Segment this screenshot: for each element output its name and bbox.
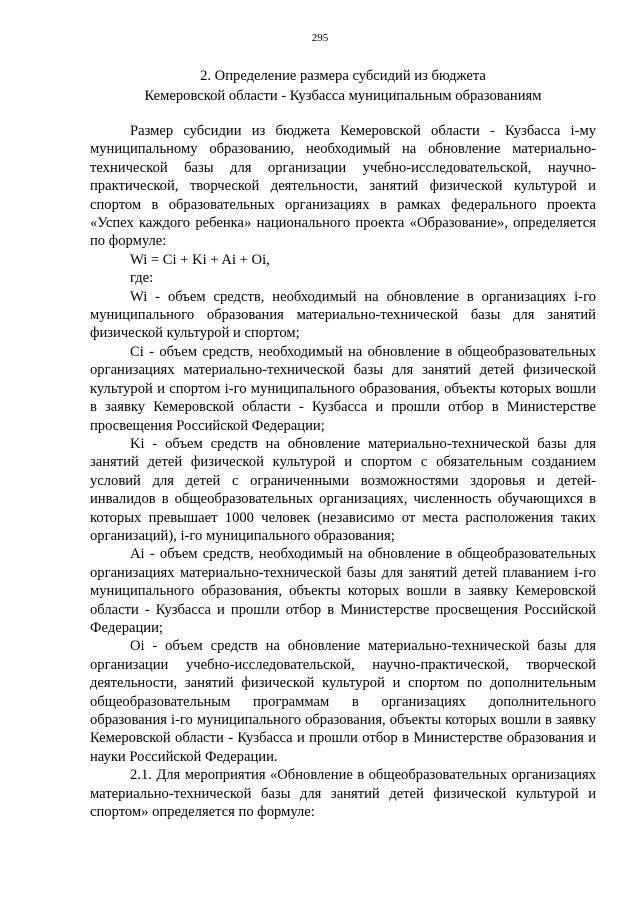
- heading-line-1: 2. Определение размера субсидий из бюджета: [200, 68, 486, 84]
- formula: Wi = Ci + Ki + Ai + Oi,: [130, 251, 270, 268]
- definition-ki: Ki - объем средств на обновление материально-технической базы для занятий детей физической культурой и спортом с обязательным созданием условий для детей с ограниченными возможностями здоровья и детей-инвалидов в общеобразовательных организациях, численность обучающихся в которых превышает 1000 человек (независимо от места расположения таких организаций), i-го муниципального образования;: [90, 435, 596, 544]
- page-number: 295: [311, 32, 329, 44]
- section-2-1-paragraph: 2.1. Для мероприятия «Обновление в общеобразовательных организациях материально-технической базы для занятий детей физической культурой и спортом» определяется по формуле:: [90, 767, 596, 821]
- document-body: [90, 122, 596, 821]
- definition-wi: Wi - объем средств, необходимый на обновление в организациях i-го муниципального образования материально-технической базы для занятий физической культурой и спортом;: [90, 288, 596, 342]
- section-heading: [90, 66, 596, 106]
- definition-oi: Oi - объем средств на обновление материально-технической базы для организации учебно-исследовательской, научно-практической, творческой деятельности, занятий физической культурой и спортом по дополнительным общеобразовательным программам в организациях дополнительного образования i-го муниципального образования, объекты которых вошли в заявку Кемеровской области - Кузбасса и прошли отбор в Министерстве образования и науки Российской Федерации.: [90, 638, 596, 765]
- definition-ai: Ai - объем средств, необходимый на обновление в общеобразовательных организациях материально-технической базы для занятий детей плаванием i-го муниципального образования, объекты которых вошли в заявку Кемеровской области - Кузбасса и прошли отбор в Министерстве просвещения Российской Федерации;: [90, 546, 596, 636]
- where-label: где:: [130, 270, 154, 287]
- heading-line-2: Кемеровской области - Кузбасса муниципальным образованиям: [144, 88, 542, 104]
- definition-ci: Ci - объем средств, необходимый на обновление в общеобразовательных организациях материально-технической базы для занятий детей физической культурой и спортом i-го муниципального образования, объекты которых вошли в заявку Кемеровской области - Кузбасса и прошли отбор в Министерстве просвещения Российской Федерации;: [90, 343, 596, 434]
- intro-paragraph: Размер субсидии из бюджета Кемеровской области - Кузбасса i-му муниципальному образованию, необходимый на обновление материально-технической базы для организации учебно-исследовательской, научно-практической, творческой деятельности, занятий физической культурой и спортом в образовательных организациях в рамках федерального проекта «Успех каждого ребенка» национального проекта «Образование», определяется по формуле:: [90, 123, 596, 250]
